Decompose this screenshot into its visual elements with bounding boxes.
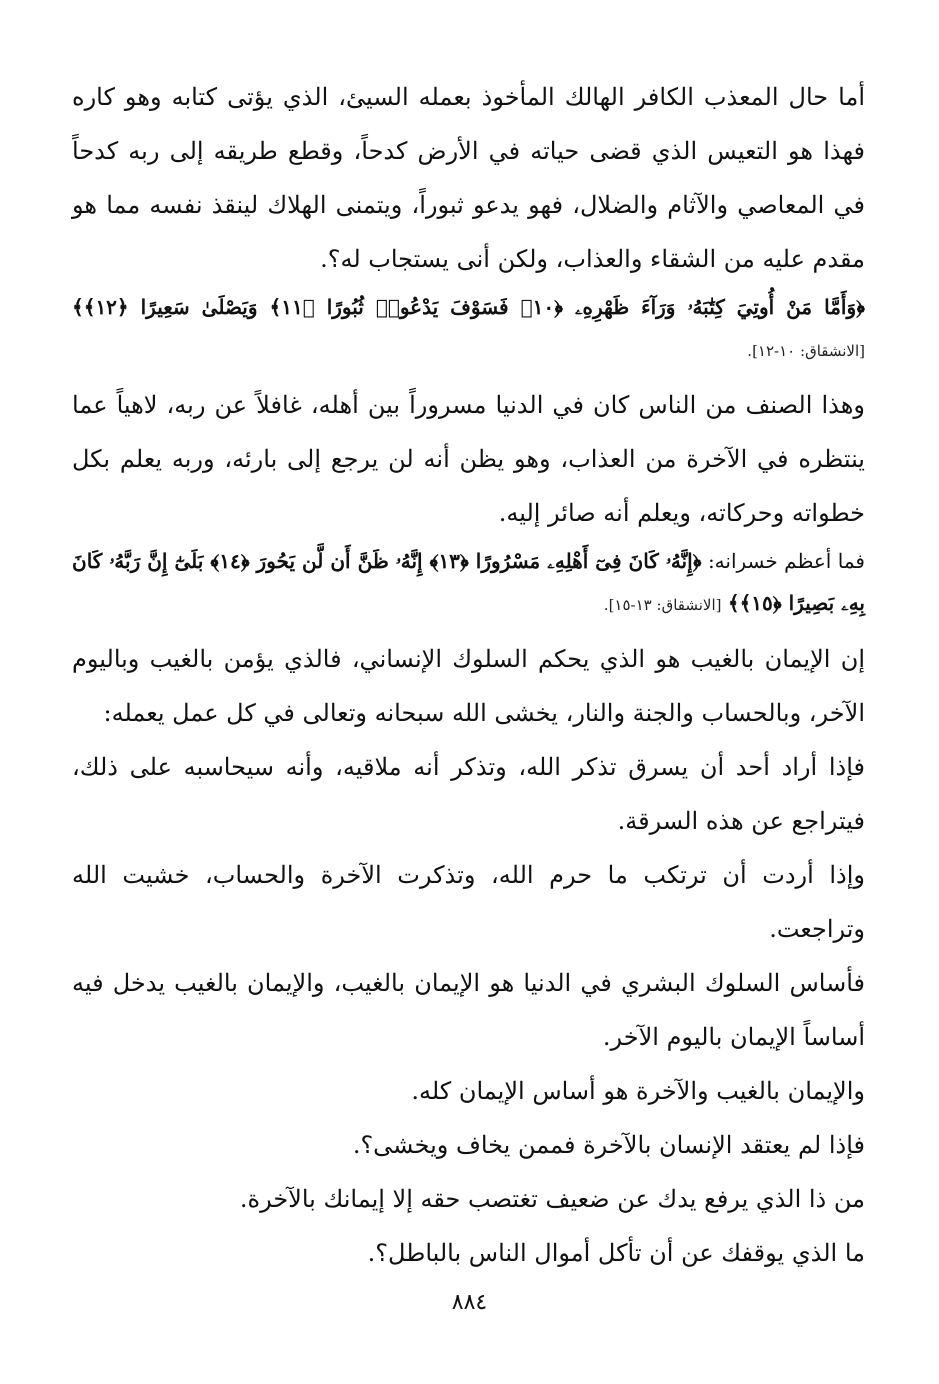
verse-text: إِنَّهُۥ كَانَ فِىٓ أَهْلِهِۦ مَسْرُورًا ﴿١٣﴾ إِنَّهُۥ ظَنَّ أَن لَّن يَحُورَ ﴿١٤﴾ بَلَىٰٓ إِنَّ رَبَّهُۥ كَانَ بِهِۦ بَصِيرًا ﴿١٥﴾: [72, 549, 865, 615]
paragraph-forbidden-example: وإذا أردت أن ترتكب ما حرم الله، وتذكرت الآخرة والحساب، خشيت الله وتراجعت.: [72, 861, 865, 943]
page-body: [72, 70, 865, 1280]
paragraph-theft-example: فإذا أراد أحد أن يسرق تذكر الله، وتذكر أنه ملاقيه، وأنه سيحاسبه على ذلك، فيتراجع عن هذه السرقة.: [72, 753, 866, 835]
verse-reference: [الانشقاق: ١٣-١٥].: [603, 596, 722, 614]
paragraph-heedless-people: وهذا الصنف من الناس كان في الدنيا مسروراً بين أهله، غافلاً عن ربه، لاهياً عما ينتظره في الآخرة من العذاب، وهو يظن أنه لن يرجع إلى بارئه، وربه يعلم بكل خطواته وحركاته، ويعلم أنه صائر إليه.: [72, 391, 865, 527]
paragraph-faith-in-unseen: إن الإيمان بالغيب هو الذي يحكم السلوك الإنساني، فالذي يؤمن بالغيب وباليوم الآخر، وبالحساب والجنة والنار، يخشى الله سبحانه وتعالى في كل عمل يعمله:: [72, 645, 865, 727]
ornate-bracket-close: ﴾: [727, 591, 740, 615]
quran-verse-inshiqaq-10-12: [72, 286, 865, 372]
page-number: ٨٨٤: [451, 1290, 488, 1315]
ornate-bracket-close: ﴾: [72, 295, 84, 319]
paragraph-whom-to-fear: فإذا لم يعتقد الإنسان بالآخرة فممن يخاف ويخشى؟.: [352, 1131, 865, 1159]
paragraph-basis-of-behavior: فأساس السلوك البشري في الدنيا هو الإيمان بالغيب، والإيمان بالغيب يدخل فيه أساساً الإيمان باليوم الآخر.: [72, 969, 865, 1051]
paragraph-weak-rights: من ذا الذي يرفع يدك عن ضعيف تغتصب حقه إلا إيمانك بالآخرة.: [239, 1185, 865, 1213]
paragraph-disbeliever-state: أما حال المعذب الكافر الهالك المأخوذ بعمله السيئ، الذي يؤتى كتابه وهو كاره فهذا هو التعيس الذي قضى حياته في الأرض كدحاً، وقطع طريقه إلى ربه كدحاً في المعاصي والآثام والضلال، فهو يدعو ثبوراً، ويتمنى الهلاك لينقذ نفسه مما هو مقدم عليه من الشقاء والعذاب، ولكن أنى يستجاب له؟.: [72, 83, 865, 273]
ornate-bracket-open: ﴿: [856, 295, 866, 319]
quran-verse-inshiqaq-13-15: [72, 540, 865, 626]
verse-text: وَأَمَّا مَنْ أُوتِيَ كِتَٰبَهُۥ وَرَآءَ ظَهْرِهِۦ ﴿١٠﴾ فَسَوْفَ يَدْعُوا۟ ثُبُورًا ﴿١١﴾ وَيَصْلَىٰ سَعِيرًا ﴿١٢﴾: [83, 295, 857, 319]
verse-lead-text: فما أعظم خسرانه:: [701, 549, 865, 573]
verse-reference: [الانشقاق: ١٠-١٢].: [747, 342, 865, 360]
ornate-bracket-open: ﴿: [692, 549, 702, 573]
paragraph-wealth-question: ما الذي يوقفك عن أن تأكل أموال الناس بالباطل؟.: [367, 1239, 865, 1267]
paragraph-basis-of-faith: والإيمان بالغيب والآخرة هو أساس الإيمان كله.: [411, 1077, 865, 1105]
